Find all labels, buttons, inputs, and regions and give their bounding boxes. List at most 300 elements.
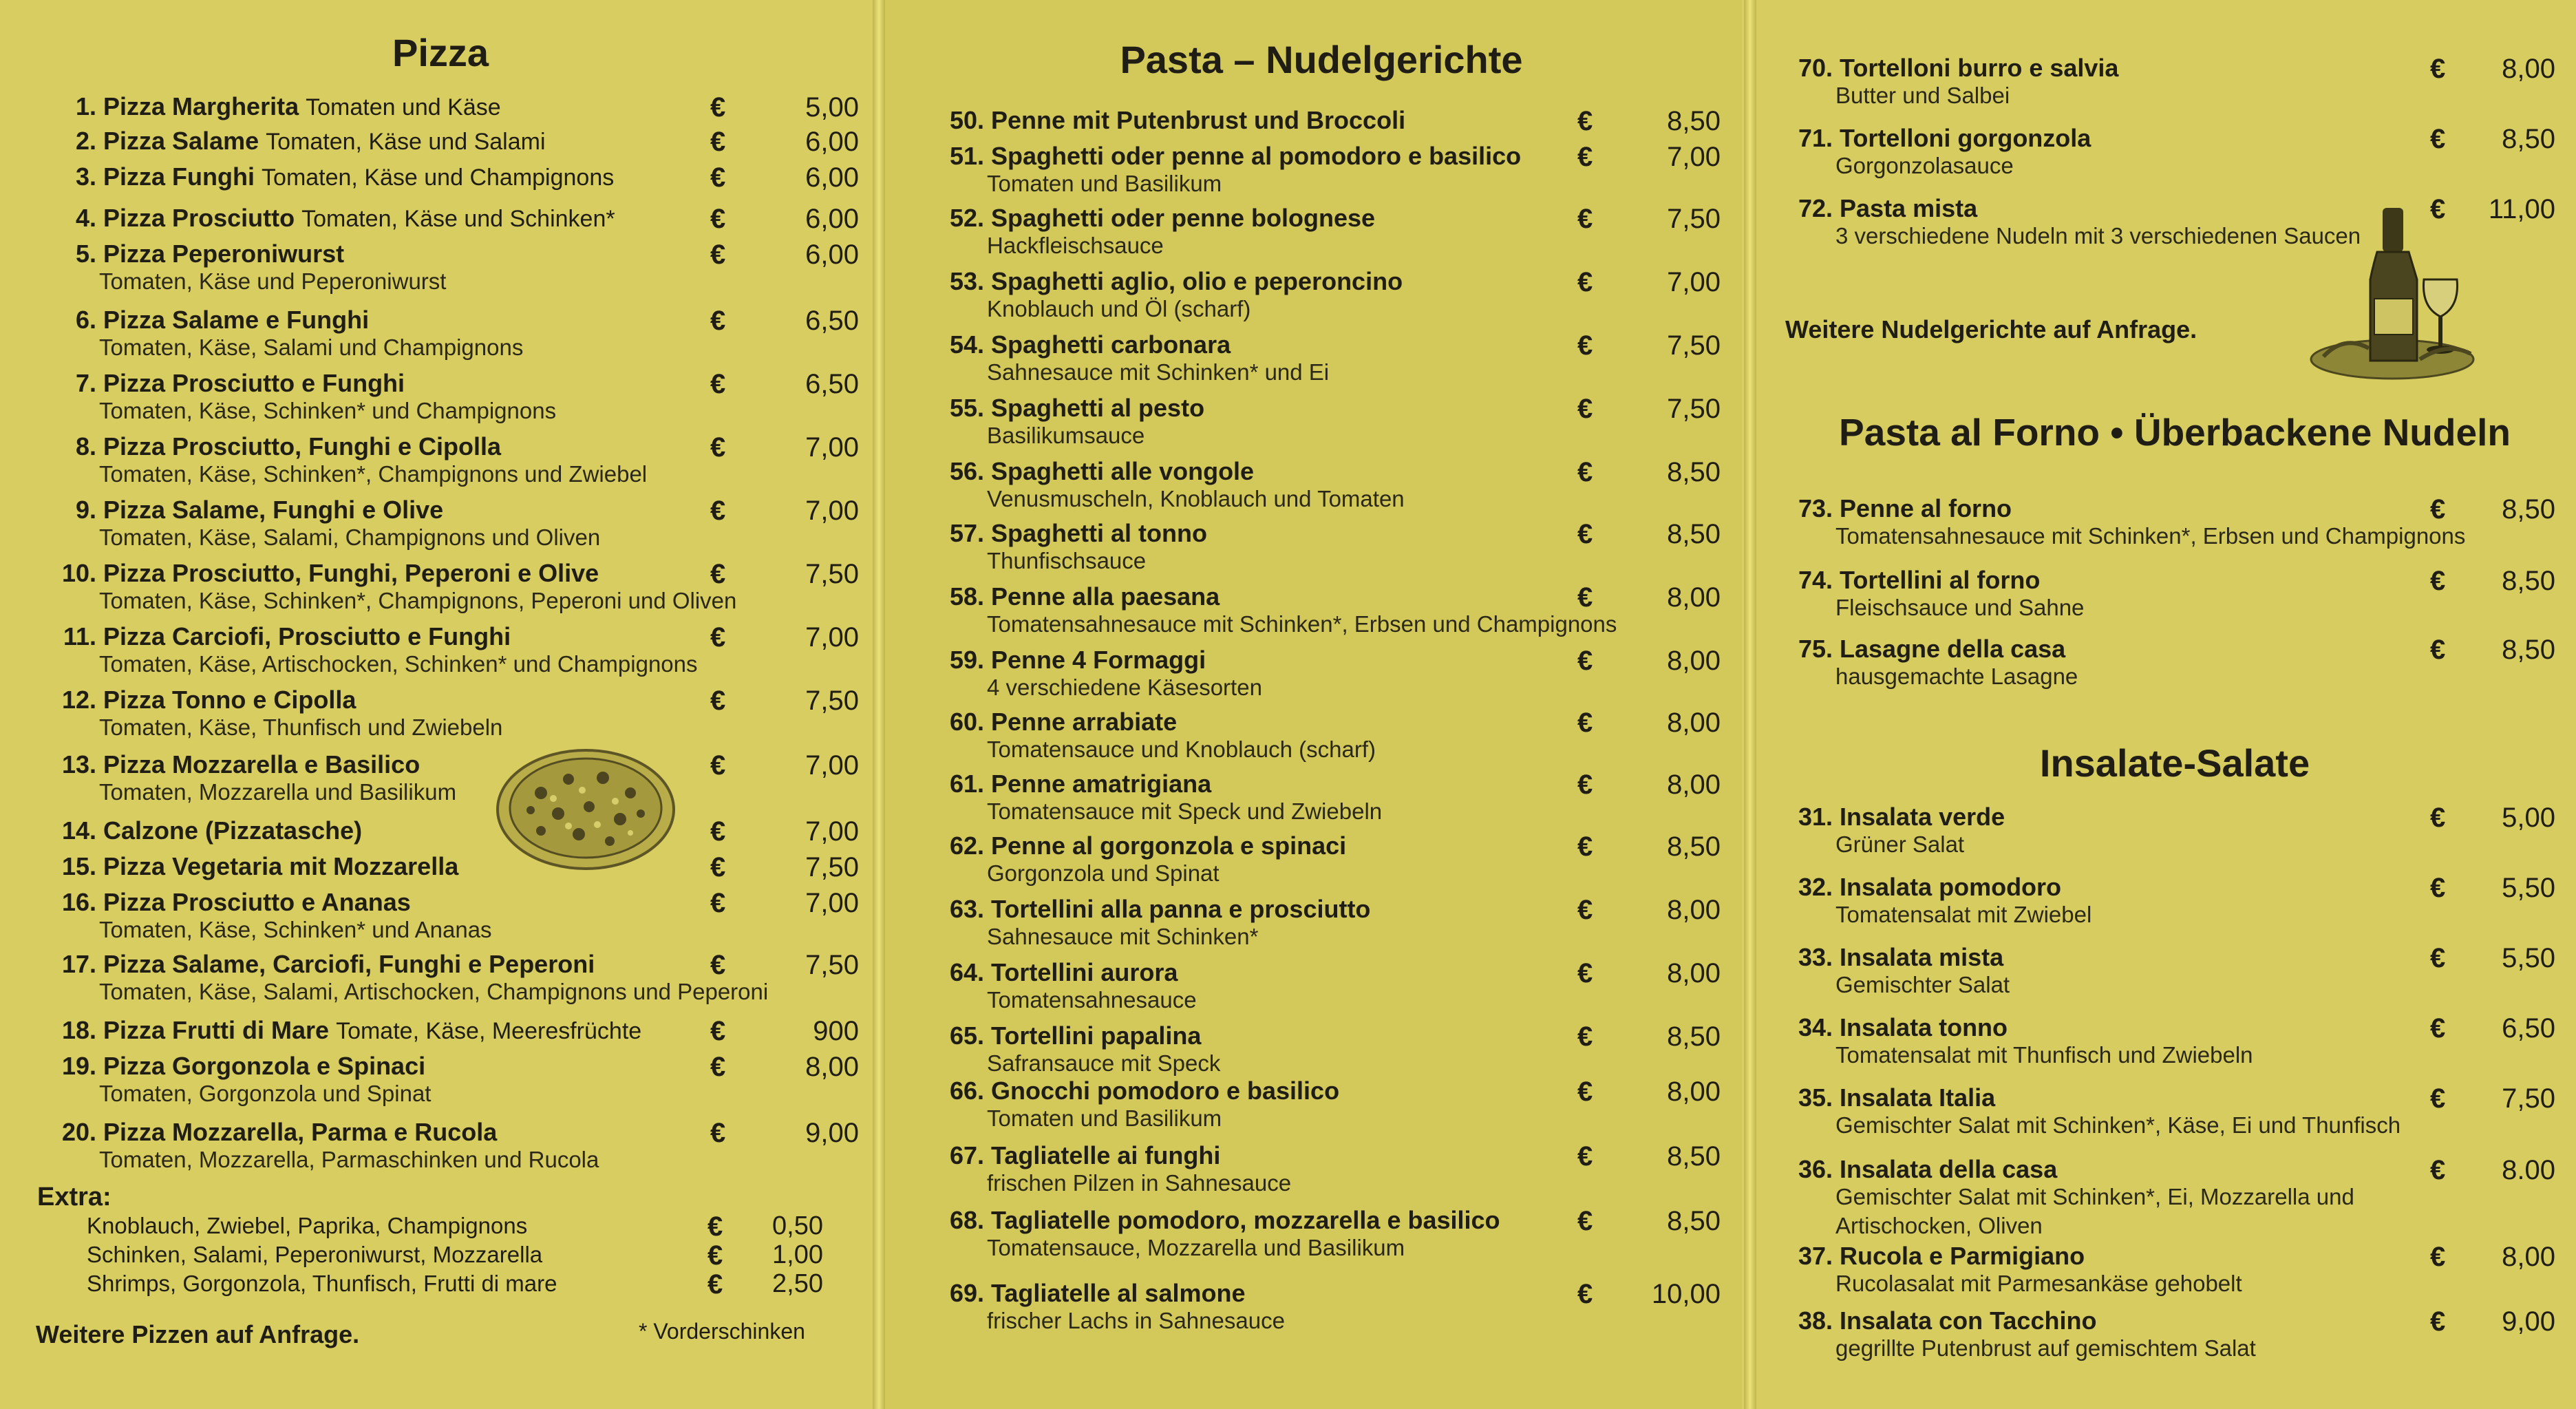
item-name: Tagliatelle al salmone [991, 1279, 1246, 1307]
item-description: Tomatensahnesauce [987, 987, 1197, 1013]
item-price: 7,50 [1667, 330, 1721, 361]
menu-item-title [929, 519, 1207, 548]
item-number: 18. [61, 1016, 96, 1044]
menu-item [929, 394, 1721, 449]
currency-symbol: € [1577, 204, 1593, 234]
currency-symbol: € [710, 240, 726, 270]
menu-item [1785, 1013, 2555, 1068]
item-description: Tomaten, Käse, Salami, Artischocken, Champignons und Peperoni [99, 979, 769, 1004]
menu-item [929, 457, 1721, 512]
currency-symbol: € [710, 1118, 726, 1148]
item-name: Insalata della casa [1840, 1155, 2058, 1183]
currency-symbol: € [1577, 142, 1593, 172]
item-name: Spaghetti carbonara [991, 330, 1231, 359]
menu-item-title [34, 816, 362, 845]
ham-footnote: * Vorderschinken [639, 1319, 805, 1344]
item-price: 8,50 [1667, 106, 1721, 136]
item-number: 59. [949, 646, 984, 674]
item-name: Pizza Vegetaria mit Mozzarella [103, 852, 459, 880]
item-name: Insalata Italia [1840, 1083, 1996, 1112]
item-name: Pizza Carciofi, Prosciutto e Funghi [103, 622, 511, 650]
currency-symbol: € [1577, 646, 1593, 676]
item-number: 31. [1798, 803, 1833, 831]
item-description: Gorgonzola und Spinat [987, 860, 1220, 886]
item-price: 7,00 [1667, 267, 1721, 297]
item-description: Tomaten, Käse und Champignons [262, 165, 615, 191]
item-number: 64. [949, 958, 984, 986]
menu-item-title [929, 1021, 1201, 1050]
item-description: Rucolasalat mit Parmesankäse gehobelt [1835, 1271, 2242, 1296]
menu-item [34, 240, 859, 295]
item-number: 72. [1798, 194, 1833, 222]
item-price: 7,50 [805, 559, 859, 589]
item-price: 5,50 [2502, 873, 2555, 903]
currency-symbol: € [1577, 457, 1593, 487]
item-description: Tomatensahnesauce mit Schinken*, Erbsen und Champignons [987, 611, 1617, 637]
item-price: 9,00 [2502, 1306, 2555, 1337]
extra-toppings: Schinken, Salami, Peperoniwurst, Mozzarella [87, 1242, 543, 1267]
menu-item [1785, 494, 2555, 549]
item-description: frischen Pilzen in Sahnesauce [987, 1170, 1292, 1196]
item-name: Insalata verde [1840, 803, 2005, 831]
currency-symbol: € [1577, 106, 1593, 136]
item-price: 6,00 [805, 204, 859, 234]
item-description: Butter und Salbei [1835, 83, 2010, 108]
item-description: Tomatensauce, Mozzarella und Basilikum [987, 1235, 1405, 1260]
item-price: 8,50 [1667, 1141, 1721, 1172]
menu-item-title [1785, 1306, 2096, 1335]
item-price: 8,00 [1667, 895, 1721, 925]
item-number: 3. [75, 162, 96, 191]
currency-symbol: € [710, 204, 726, 234]
item-number: 9. [75, 496, 96, 524]
item-description: Tomate, Käse, Meeresfrüchte [336, 1018, 642, 1044]
menu-item [1785, 803, 2555, 858]
menu-item-title [929, 142, 1521, 171]
item-name: Pizza Prosciutto [103, 204, 295, 232]
menu-item-title [1785, 124, 2091, 153]
item-number: 37. [1798, 1242, 1833, 1270]
item-number: 53. [949, 267, 984, 295]
item-name: Pasta mista [1840, 194, 1978, 222]
menu-item [34, 750, 859, 805]
menu-item-title [929, 708, 1177, 737]
item-description: Gemischter Salat mit Schinken*, Ei, Mozzarella und [1835, 1184, 2354, 1209]
currency-symbol: € [2430, 194, 2446, 224]
item-price: 8,00 [1667, 582, 1721, 613]
pizza-note: Weitere Pizzen auf Anfrage. [36, 1320, 360, 1348]
currency-symbol: € [710, 622, 726, 653]
extra-row [87, 1242, 830, 1272]
currency-symbol: € [1577, 895, 1593, 925]
item-description: 3 verschiedene Nudeln mit 3 verschiedenen Saucen [1835, 223, 2361, 248]
menu-item [929, 1077, 1721, 1132]
item-price: 7,50 [805, 686, 859, 716]
menu-item [929, 582, 1721, 637]
menu-item-title [34, 204, 615, 233]
menu-item-title [1785, 803, 2005, 831]
item-description: Sahnesauce mit Schinken* [987, 924, 1259, 949]
extra-price: 2,50 [772, 1269, 823, 1298]
fold-line [873, 0, 885, 1409]
item-description: Tomaten, Käse, Salami und Champignons [99, 335, 524, 360]
item-description: Tomaten, Käse und Salami [266, 129, 546, 155]
item-number: 60. [949, 708, 984, 736]
currency-symbol: € [710, 950, 726, 980]
item-name: Pizza Gorgonzola e Spinaci [103, 1052, 426, 1080]
currency-symbol: € [1577, 582, 1593, 613]
menu-item-title [34, 432, 501, 461]
item-description: 4 verschiedene Käsesorten [987, 675, 1262, 700]
item-price: 7,00 [805, 750, 859, 781]
item-description: hausgemachte Lasagne [1835, 664, 2078, 689]
item-price: 6,50 [805, 369, 859, 399]
item-description: Tomatensahnesauce mit Schinken*, Erbsen und Champignons [1835, 523, 2466, 549]
item-number: 32. [1798, 873, 1833, 901]
item-number: 14. [61, 816, 96, 845]
item-name: Pizza Margherita [103, 92, 299, 120]
item-number: 67. [949, 1141, 984, 1169]
item-price: 8,50 [1667, 457, 1721, 487]
item-price: 11,00 [2488, 194, 2555, 224]
currency-symbol: € [2430, 124, 2446, 154]
item-number: 69. [949, 1279, 984, 1307]
currency-symbol: € [1577, 831, 1593, 862]
item-number: 13. [61, 750, 96, 778]
item-description: Tomatensalat mit Zwiebel [1835, 902, 2092, 927]
menu-item-title [34, 559, 599, 588]
item-name: Tortellini alla panna e prosciutto [991, 895, 1371, 923]
item-description: Hackfleischsauce [987, 233, 1164, 258]
currency-symbol: € [1577, 330, 1593, 361]
menu-item-title [1785, 566, 2040, 595]
menu-item-title [929, 1141, 1220, 1170]
item-price: 8,50 [2502, 635, 2555, 665]
item-number: 38. [1798, 1306, 1833, 1335]
currency-symbol: € [710, 306, 726, 336]
menu-item [1785, 124, 2555, 179]
item-number: 56. [949, 457, 984, 485]
item-number: 11. [63, 622, 96, 650]
currency-symbol: € [710, 127, 726, 157]
currency-symbol: € [710, 496, 726, 526]
item-number: 7. [75, 369, 96, 397]
currency-symbol: € [710, 888, 726, 918]
currency-symbol: € [710, 162, 726, 193]
item-description: Tomaten, Mozzarella und Basilikum [99, 779, 457, 805]
currency-symbol: € [1577, 267, 1593, 297]
item-price: 8,00 [2502, 54, 2555, 84]
item-number: 1. [75, 92, 96, 120]
currency-symbol: € [710, 686, 726, 716]
item-price: 7,00 [805, 432, 859, 463]
currency-symbol: € [2430, 1306, 2446, 1337]
menu-item-title [929, 895, 1370, 924]
item-number: 34. [1798, 1013, 1833, 1041]
item-price: 5,00 [2502, 803, 2555, 833]
item-price: 10,00 [1651, 1279, 1721, 1309]
menu-item-title [929, 770, 1211, 798]
extra-price: 1,00 [772, 1240, 823, 1269]
currency-symbol: € [2430, 635, 2446, 665]
item-name: Penne arrabiate [991, 708, 1178, 736]
menu-item-title [929, 1077, 1339, 1105]
item-description: Tomaten, Käse, Schinken* und Ananas [99, 917, 492, 942]
currency-symbol: € [1577, 1206, 1593, 1236]
item-number: 6. [75, 306, 96, 334]
item-price: 8,50 [1667, 519, 1721, 549]
item-number: 19. [61, 1052, 96, 1080]
extra-toppings: Shrimps, Gorgonzola, Thunfisch, Frutti di mare [87, 1271, 557, 1296]
item-price: 9,00 [805, 1118, 859, 1148]
menu-item [34, 1052, 859, 1107]
currency-symbol: € [1577, 1077, 1593, 1107]
item-description: Tomaten, Käse und Peperoniwurst [99, 268, 447, 294]
item-number: 73. [1798, 494, 1833, 522]
menu-item-title [929, 330, 1231, 359]
currency-symbol: € [2430, 494, 2446, 525]
item-description: Basilikumsauce [987, 423, 1145, 448]
item-name: Gnocchi pomodoro e basilico [991, 1077, 1340, 1105]
menu-item [34, 622, 859, 677]
item-name: Lasagne della casa [1840, 635, 2066, 663]
item-number: 12. [61, 686, 96, 714]
menu-item [34, 496, 859, 551]
currency-symbol: € [710, 1016, 726, 1046]
item-price: 8,00 [2502, 1242, 2555, 1272]
menu-item-title [34, 852, 458, 881]
menu-item-title [34, 240, 344, 268]
item-price: 7,50 [805, 852, 859, 882]
item-price: 7,00 [805, 816, 859, 847]
item-name: Pizza Prosciutto, Funghi e Cipolla [103, 432, 502, 460]
item-description: Knoblauch und Öl (scharf) [987, 296, 1251, 321]
menu-item-title [34, 92, 501, 121]
menu-item-title [34, 162, 614, 191]
item-name: Pizza Salame [103, 127, 259, 155]
menu-item [929, 1021, 1721, 1077]
item-price: 6,00 [805, 162, 859, 193]
currency-symbol: € [710, 852, 726, 882]
menu-item-title [929, 267, 1403, 296]
extra-row [87, 1213, 830, 1243]
item-price: 7,00 [805, 622, 859, 653]
menu-item [34, 306, 859, 361]
menu-item-title [34, 1016, 641, 1045]
menu-item-title [34, 950, 595, 979]
menu-item-title [929, 204, 1375, 233]
item-price: 7,50 [2502, 1083, 2555, 1114]
menu-item-title [34, 127, 546, 156]
item-number: 8. [75, 432, 96, 460]
item-price: 8,00 [805, 1052, 859, 1082]
currency-symbol: € [710, 816, 726, 847]
menu-item-title [929, 106, 1405, 135]
item-name: Calzone (Pizzatasche) [103, 816, 363, 845]
item-number: 75. [1798, 635, 1833, 663]
item-price: 6,50 [2502, 1013, 2555, 1043]
item-name: Penne mit Putenbrust und Broccoli [991, 106, 1406, 134]
menu-item-title [1785, 1013, 2008, 1042]
item-number: 17. [61, 950, 96, 978]
menu-item [1785, 943, 2555, 998]
item-description: Tomaten, Käse, Schinken*, Champignons, Peperoni und Oliven [99, 588, 737, 613]
menu-item [929, 519, 1721, 574]
menu-item-title [1785, 194, 1977, 223]
item-number: 54. [949, 330, 984, 359]
item-number: 33. [1798, 943, 1833, 971]
item-price: 8,00 [1667, 1077, 1721, 1107]
item-number: 58. [949, 582, 984, 611]
item-price: 8,00 [1667, 708, 1721, 738]
item-number: 20. [61, 1118, 96, 1146]
item-name: Pizza Prosciutto, Funghi, Peperoni e Olive [103, 559, 599, 587]
item-description: Tomaten, Mozzarella, Parmaschinken und Rucola [99, 1147, 599, 1172]
item-price: 7,50 [1667, 394, 1721, 424]
menu-item-title [929, 457, 1254, 486]
item-name: Pizza Funghi [103, 162, 255, 191]
menu-item-title [1785, 494, 2012, 523]
currency-symbol: € [2430, 943, 2446, 973]
item-price: 5,50 [2502, 943, 2555, 973]
currency-symbol: € [710, 559, 726, 589]
item-price: 8,50 [2502, 494, 2555, 525]
menu-item [34, 369, 859, 424]
item-description: Tomatensalat mit Thunfisch und Zwiebeln [1835, 1042, 2253, 1068]
menu-item-title [34, 306, 369, 335]
item-number: 66. [949, 1077, 984, 1105]
menu-item [929, 895, 1721, 950]
currency-symbol: € [2430, 1242, 2446, 1272]
currency-symbol: € [707, 1269, 723, 1300]
item-name: Pizza Salame e Funghi [103, 306, 370, 334]
item-price: 8,00 [1667, 646, 1721, 676]
item-description: Venusmuscheln, Knoblauch und Tomaten [987, 486, 1405, 511]
item-name: Spaghetti oder penne bolognese [991, 204, 1376, 232]
currency-symbol: € [1577, 1141, 1593, 1172]
menu-item-title [1785, 1242, 2085, 1271]
forno-heading: Pasta al Forno • Überbackene Nudeln [1839, 411, 2511, 454]
item-description: Tomaten und Basilikum [987, 171, 1222, 196]
menu-item-title [929, 1279, 1246, 1308]
item-name: Pizza Mozzarella e Basilico [103, 750, 421, 778]
item-name: Insalata tonno [1840, 1013, 2008, 1041]
item-description: Grüner Salat [1835, 831, 1965, 857]
menu-item [34, 686, 859, 741]
item-name: Tortelloni burro e salvia [1840, 54, 2119, 82]
pasta-heading: Pasta – Nudelgerichte [1120, 38, 1523, 81]
item-number: 74. [1798, 566, 1833, 594]
item-description: Sahnesauce mit Schinken* und Ei [987, 359, 1330, 385]
menu-item-title [929, 394, 1204, 423]
item-number: 4. [75, 204, 96, 232]
menu-item [1785, 54, 2555, 109]
item-number: 57. [949, 519, 984, 547]
item-number: 50. [949, 106, 984, 134]
currency-symbol: € [2430, 1013, 2446, 1043]
menu-item [929, 204, 1721, 259]
currency-symbol: € [2430, 1155, 2446, 1185]
menu-item-title [34, 1052, 425, 1081]
item-price: 8,50 [1667, 1206, 1721, 1236]
item-name: Pizza Tonno e Cipolla [103, 686, 356, 714]
currency-symbol: € [710, 432, 726, 463]
currency-symbol: € [1577, 1279, 1593, 1309]
menu-item [929, 1141, 1721, 1196]
item-description: Gemischter Salat mit Schinken*, Käse, Ei und Thunfisch [1835, 1112, 2401, 1138]
item-name: Tagliatelle ai funghi [991, 1141, 1221, 1169]
item-description: gegrillte Putenbrust auf gemischtem Salat [1835, 1335, 2256, 1361]
extra-row [87, 1271, 830, 1301]
menu-item-title [1785, 54, 2118, 83]
item-number: 65. [949, 1021, 984, 1050]
item-name: Rucola e Parmigiano [1840, 1242, 2085, 1270]
item-description: Artischocken, Oliven [1835, 1213, 2043, 1238]
item-price: 900 [813, 1016, 859, 1046]
item-name: Insalata con Tacchino [1840, 1306, 2097, 1335]
currency-symbol: € [1577, 770, 1593, 800]
menu-item [929, 1206, 1721, 1261]
item-name: Spaghetti aglio, olio e peperoncino [991, 267, 1403, 295]
extra-toppings: Knoblauch, Zwiebel, Paprika, Champignons [87, 1213, 528, 1238]
item-description: Tomatensauce und Knoblauch (scharf) [987, 737, 1376, 762]
item-price: 8,50 [2502, 124, 2555, 154]
item-price: 7,00 [1667, 142, 1721, 172]
menu-item-title [1785, 635, 2065, 664]
item-name: Pizza Frutti di Mare [103, 1016, 330, 1044]
item-description: Gemischter Salat [1835, 972, 2010, 997]
item-description: Thunfischsauce [987, 548, 1147, 573]
item-number: 10. [61, 559, 96, 587]
item-number: 35. [1798, 1083, 1833, 1112]
item-price: 8,00 [1667, 958, 1721, 988]
item-name: Spaghetti al tonno [991, 519, 1207, 547]
item-number: 63. [949, 895, 984, 923]
item-description: Tomaten, Käse, Schinken*, Champignons und Zwiebel [99, 461, 648, 487]
menu-item-title [929, 958, 1178, 987]
item-name: Spaghetti oder penne al pomodoro e basilico [991, 142, 1522, 170]
item-description: Tomaten, Käse, Thunfisch und Zwiebeln [99, 714, 503, 740]
menu-item-title [34, 496, 443, 525]
currency-symbol: € [707, 1211, 723, 1242]
wine-bottle-illustration-icon [2303, 204, 2482, 384]
menu-item [929, 958, 1721, 1013]
item-name: Tortellini papalina [991, 1021, 1202, 1050]
currency-symbol: € [710, 92, 726, 123]
item-name: Penne amatrigiana [991, 770, 1212, 798]
item-price: 8,50 [1667, 1021, 1721, 1052]
menu-item-title [34, 1118, 497, 1147]
item-description: Tomaten, Käse, Salami, Champignons und Oliven [99, 525, 601, 550]
menu-item-title [1785, 873, 2061, 902]
item-description: frischer Lachs in Sahnesauce [987, 1308, 1285, 1333]
menu-item [929, 142, 1721, 197]
item-name: Tortelloni gorgonzola [1840, 124, 2091, 152]
menu-item [1785, 566, 2555, 621]
menu-item-title [34, 369, 405, 398]
item-price: 8,50 [1667, 831, 1721, 862]
item-description: Tomaten und Basilikum [987, 1105, 1222, 1131]
menu-item [929, 1279, 1721, 1334]
menu-item [34, 1118, 859, 1173]
menu-item [929, 330, 1721, 385]
menu-item [929, 831, 1721, 887]
pizza-heading: Pizza [392, 31, 489, 74]
item-number: 52. [949, 204, 984, 232]
item-price: 6,00 [805, 127, 859, 157]
item-price: 8.00 [2502, 1155, 2555, 1185]
menu-item [1785, 1306, 2555, 1362]
